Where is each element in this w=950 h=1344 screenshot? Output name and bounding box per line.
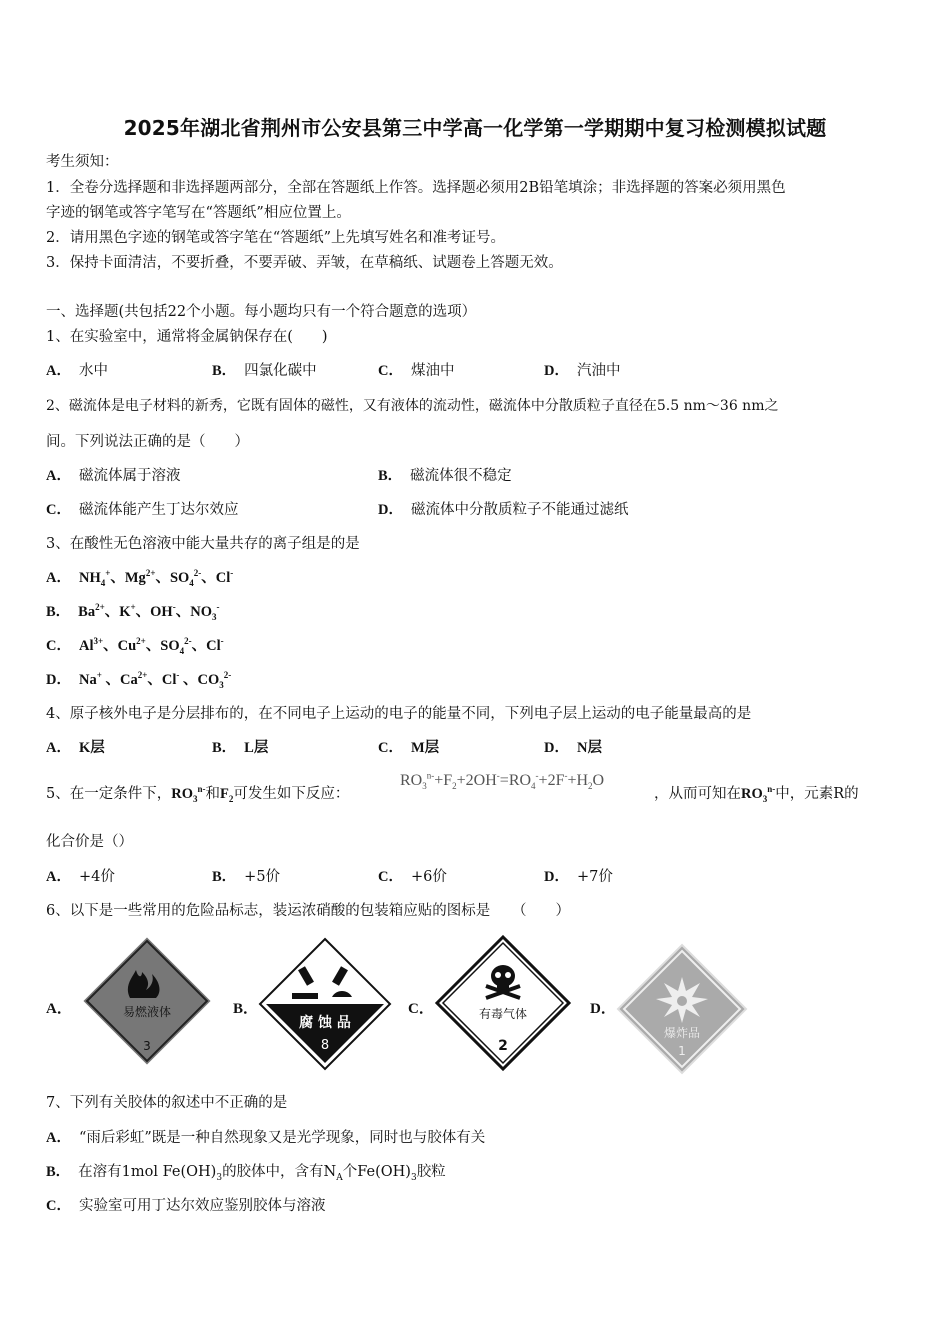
q7-option-c: C． 实验室可用丁达尔效应鉴别胶体与溶液 — [46, 1198, 326, 1214]
q4-option-b: B． L层 — [212, 740, 269, 756]
section-heading: 一、选择题(共包括22个小题。每小题均只有一个符合题意的选项） — [46, 304, 477, 320]
notice-heading: 考生须知： — [46, 154, 119, 170]
svg-text:爆炸品: 爆炸品 — [663, 1026, 701, 1040]
notice-item-1b: 字迹的钢笔或答字笔写在“答题纸”相应位置上。 — [46, 205, 351, 221]
q6-label-a: A． — [46, 1001, 72, 1017]
q7-option-a: A． “雨后彩虹”既是一种自然现象又是光学现象，同时也与胶体有关 — [46, 1130, 486, 1146]
q3-option-c: C． $Al^{3+}$、$Cu^{2+}$、$SO_4^{2-}$、Cl- — [46, 636, 224, 656]
q5-option-c: C． +6价 — [378, 869, 447, 885]
q2-option-a: A． 磁流体属于溶液 — [46, 468, 181, 484]
q2-option-b: B． 磁流体很不稳定 — [378, 468, 512, 484]
q4-option-c: C． M层 — [378, 740, 440, 756]
corrosive-sign — [258, 937, 392, 1071]
toxic-gas-sign — [434, 934, 572, 1072]
q7-option-b: B． 在溶有1mol $Fe(OH)_3$的胶体中，含有$N_A$个$Fe(OH)_3$胶粒 — [46, 1164, 446, 1183]
q5-stem-suffix: ，从而可知在$RO_3^{n-}$中，元素R的 — [654, 784, 859, 804]
svg-text:2: 2 — [498, 1038, 508, 1054]
q5-stem-b: 化合价是（） — [46, 834, 133, 850]
q3-option-a: A． $NH_4^+$、$Mg^{2+}$、$SO_4^{2-}$、Cl- — [46, 568, 234, 588]
q6-stem: 6、以下是一些常用的危险品标志，装运浓硝酸的包装箱应贴的图标是 （ ） — [46, 903, 570, 919]
q6-label-d: D． — [590, 1001, 616, 1017]
notice-item-3: 3．保持卡面清洁，不要折叠，不要弄破、弄皱，在草稿纸、试题卷上答题无效。 — [46, 255, 563, 271]
q1-option-c: C． 煤油中 — [378, 363, 455, 379]
q2-option-d: D． 磁流体中分散质粒子不能通过滤纸 — [378, 502, 629, 518]
q3-stem: 3、在酸性无色溶液中能大量共存的离子组是的是 — [46, 536, 360, 552]
flammable-liquid-sign — [80, 934, 214, 1068]
q1-option-b: B． 四氯化碳中 — [212, 363, 317, 379]
svg-text:易燃液体: 易燃液体 — [122, 1005, 172, 1019]
q2-stem-a: 2、磁流体是电子材料的新秀，它既有固体的磁性，又有液体的流动性，磁流体中分散质粒子直径在5.5 nm～36 nm之 — [46, 398, 779, 414]
svg-text:8: 8 — [320, 1038, 330, 1053]
page-title: 2025年湖北省荆州市公安县第三中学高一化学第一学期期中复习检测模拟试题 — [123, 116, 827, 140]
svg-text:有毒气体: 有毒气体 — [478, 1007, 528, 1021]
q1-option-d: D． 汽油中 — [544, 363, 621, 379]
q5-option-d: D． +7价 — [544, 869, 613, 885]
q2-stem-b: 间。下列说法正确的是（ ） — [46, 434, 249, 450]
notice-item-2: 2．请用黑色字迹的钢笔或答字笔在“答题纸”上先填写姓名和准考证号。 — [46, 230, 506, 246]
q5-equation: $RO_3^{n-}+F_2+2OH^-=RO_4^-+2F^-+H_2O$ — [400, 770, 605, 792]
svg-text:腐 蚀 品: 腐 蚀 品 — [299, 1015, 351, 1031]
q4-option-d: D． N层 — [544, 740, 602, 756]
svg-text:3: 3 — [143, 1039, 151, 1053]
q6-label-b: B． — [233, 1001, 259, 1017]
explosive-sign — [616, 943, 748, 1075]
q3-option-d: D． Na+ 、$Ca^{2+}$、Cl- 、$CO_3^{2-}$ — [46, 670, 232, 690]
q7-stem: 7、下列有关胶体的叙述中不正确的是 — [46, 1095, 288, 1111]
q5-option-a: A． +4价 — [46, 869, 115, 885]
q4-option-a: A． K层 — [46, 740, 105, 756]
q5-stem-prefix: 5、在一定条件下，$RO_3^{n-}$和$F_2$可发生如下反应： — [46, 784, 350, 804]
q1-stem: 1、在实验室中，通常将金属钠保存在( ) — [46, 329, 328, 345]
q2-option-c: C． 磁流体能产生丁达尔效应 — [46, 502, 239, 518]
q5-option-b: B． +5价 — [212, 869, 281, 885]
q3-option-b: B． $Ba^{2+}$、K+、OH-、$NO_3^-$ — [46, 602, 220, 622]
svg-text:1: 1 — [678, 1044, 686, 1058]
q4-stem: 4、原子核外电子是分层排布的，在不同电子上运动的电子的能量不同，下列电子层上运动的电子能量最高的是 — [46, 706, 752, 722]
notice-item-1a: 1．全卷分选择题和非选择题两部分，全部在答题纸上作答。选择题必须用2B铅笔填涂；非选择题的答案必须用黑色 — [46, 180, 786, 196]
q6-label-c: C． — [408, 1001, 434, 1017]
q1-option-a: A． 水中 — [46, 363, 108, 379]
